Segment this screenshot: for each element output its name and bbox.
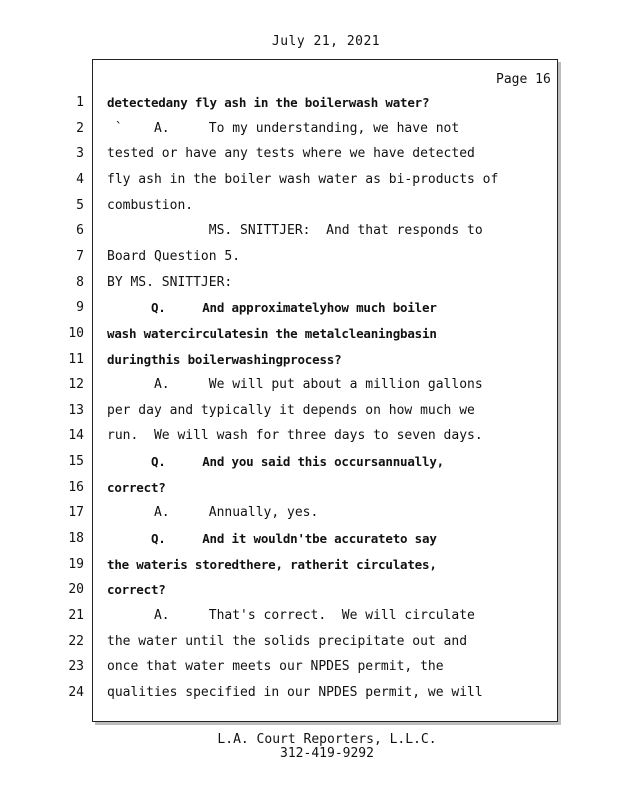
transcript-line-text: Q. And it wouldn'tbe accurateto say <box>107 531 437 546</box>
line-number: 16 <box>68 480 84 495</box>
line-number: 21 <box>68 608 84 623</box>
line-number: 1 <box>76 95 84 110</box>
line-number: 13 <box>68 403 84 418</box>
transcript-line-text: BY MS. SNITTJER: <box>107 275 233 290</box>
line-number: 18 <box>68 531 84 546</box>
transcript-date: July 21, 2021 <box>271 34 381 49</box>
court-reporter-name: L.A. Court Reporters, L.L.C. <box>217 732 437 747</box>
transcript-line-text: fly ash in the boiler wash water as bi-products of <box>107 172 499 187</box>
line-number: 8 <box>76 275 84 290</box>
line-number: 17 <box>68 505 84 520</box>
line-number: 10 <box>68 326 84 341</box>
transcript-line-text: tested or have any tests where we have detected <box>107 146 475 161</box>
transcript-line-text: correct? <box>107 480 166 495</box>
transcript-line-text: duringthis boilerwashingprocess? <box>107 352 342 367</box>
line-number: 2 <box>76 121 84 136</box>
transcript-line-text: the water until the solids precipitate out and <box>107 634 468 649</box>
transcript-line-text: once that water meets our NPDES permit, the <box>107 659 444 674</box>
transcript-line-text: Q. And approximatelyhow much boiler <box>107 300 437 315</box>
transcript-line-text: qualities specified in our NPDES permit, we will <box>107 685 483 700</box>
transcript-line-text: A. Annually, yes. <box>107 505 319 520</box>
transcript-line-text: A. That's correct. We will circulate <box>107 608 475 623</box>
line-number: 19 <box>68 557 84 572</box>
transcript-line-text: A. We will put about a million gallons <box>107 377 483 392</box>
line-number: 15 <box>68 454 84 469</box>
transcript-line-text: MS. SNITTJER: And that responds to <box>107 223 483 238</box>
line-number: 11 <box>68 352 84 367</box>
line-number: 7 <box>76 249 84 264</box>
transcript-line-text: Q. And you said this occursannually, <box>107 454 444 469</box>
line-number: 9 <box>76 300 84 315</box>
page-number: Page 16 <box>496 72 551 87</box>
transcript-line-text: correct? <box>107 582 166 597</box>
transcript-line-text: ` A. To my understanding, we have not <box>107 121 460 136</box>
transcript-line-text: Board Question 5. <box>107 249 241 264</box>
line-number: 20 <box>68 582 84 597</box>
transcript-line-text: combustion. <box>107 198 194 213</box>
line-number: 6 <box>76 223 84 238</box>
transcript-line-text: per day and typically it depends on how much we <box>107 403 475 418</box>
line-number: 14 <box>68 428 84 443</box>
court-reporter-phone: 312-419-9292 <box>280 746 374 761</box>
transcript-line-text: run. We will wash for three days to seven days. <box>107 428 483 443</box>
transcript-line-text: detectedany fly ash in the boilerwash water? <box>107 95 430 110</box>
line-number: 23 <box>68 659 84 674</box>
transcript-line-text: the wateris storedthere, ratherit circulates, <box>107 557 437 572</box>
line-number: 22 <box>68 634 84 649</box>
line-number: 24 <box>68 685 84 700</box>
line-number: 4 <box>76 172 84 187</box>
line-number: 12 <box>68 377 84 392</box>
line-number: 5 <box>76 198 84 213</box>
line-number: 3 <box>76 146 84 161</box>
transcript-line-text: wash watercirculatesin the metalcleaningbasin <box>107 326 437 341</box>
